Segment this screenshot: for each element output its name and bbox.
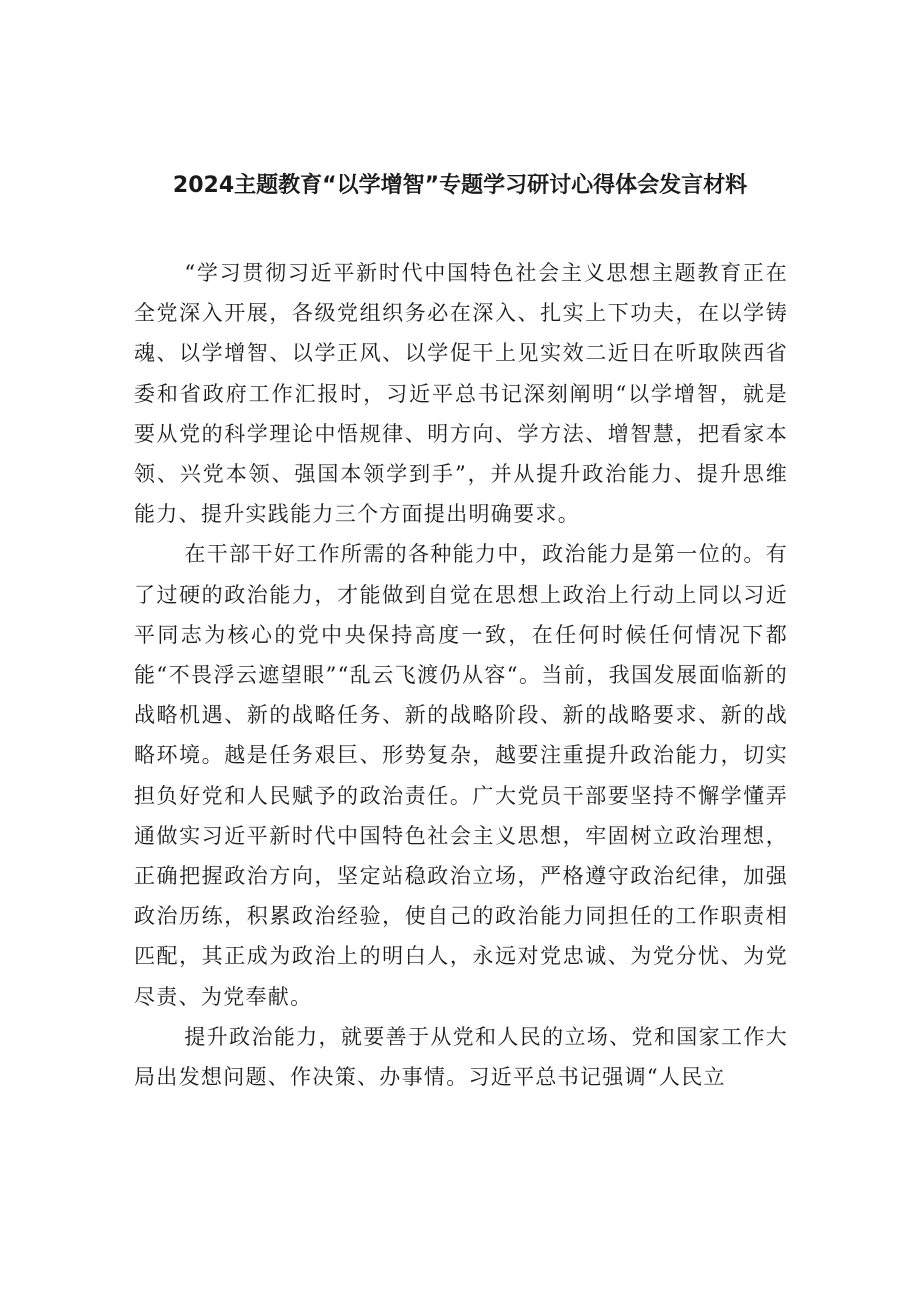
paragraph-1: “学习贯彻习近平新时代中国特色社会主义思想主题教育正在全党深入开展，各级党组织务必在深入、扎实上下功夫，在以学铸魂、以学增智、以学正风、以学促干上见实效二近日在听取陕西省委和省政府工作汇报时，习近平总书记深刻阐明“以学增智，就是要从党的科学理论中悟规律、明方向、学方法、增智慧，把看家本领、兴党本领、强国本领学到手”，并从提升政治能力、提升思维能力、提升实践能力三个方面提出明确要求。: [134, 261, 788, 527]
document-body: [134, 253, 788, 1097]
document-title: 2024主题教育“以学增智”专题学习研讨心得体会发言材料: [172, 173, 748, 198]
paragraph-2: 在干部干好工作所需的各种能力中，政治能力是第一位的。有了过硬的政治能力，才能做到自觉在思想上政治上行动上同以习近平同志为核心的党中央保持高度一致，在任何时候任何情况下都能“不畏浮云遮望眼”“乱云飞渡仍从容“。当前，我国发展面临新的战略机遇、新的战略任务、新的战略阶段、新的战略要求、新的战略环境。越是任务艰巨、形势复杂，越要注重提升政治能力，切实担负好党和人民赋予的政治责任。广大党员干部要坚持不懈学懂弄通做实习近平新时代中国特色社会主义思想，牢固树立政治理想，正确把握政治方向，坚定站稳政治立场，严格遵守政治纪律，加强政治历练，积累政治经验，使自己的政治能力同担任的工作职责相匹配，其正成为政治上的明白人，永远对党忠诚、为党分忧、为党尽责、为党奉献。: [134, 542, 788, 1009]
paragraph-3: 提升政治能力，就要善于从党和人民的立场、党和国家工作大局出发想问题、作决策、办事情。习近平总书记强调“人民立: [134, 1024, 788, 1090]
